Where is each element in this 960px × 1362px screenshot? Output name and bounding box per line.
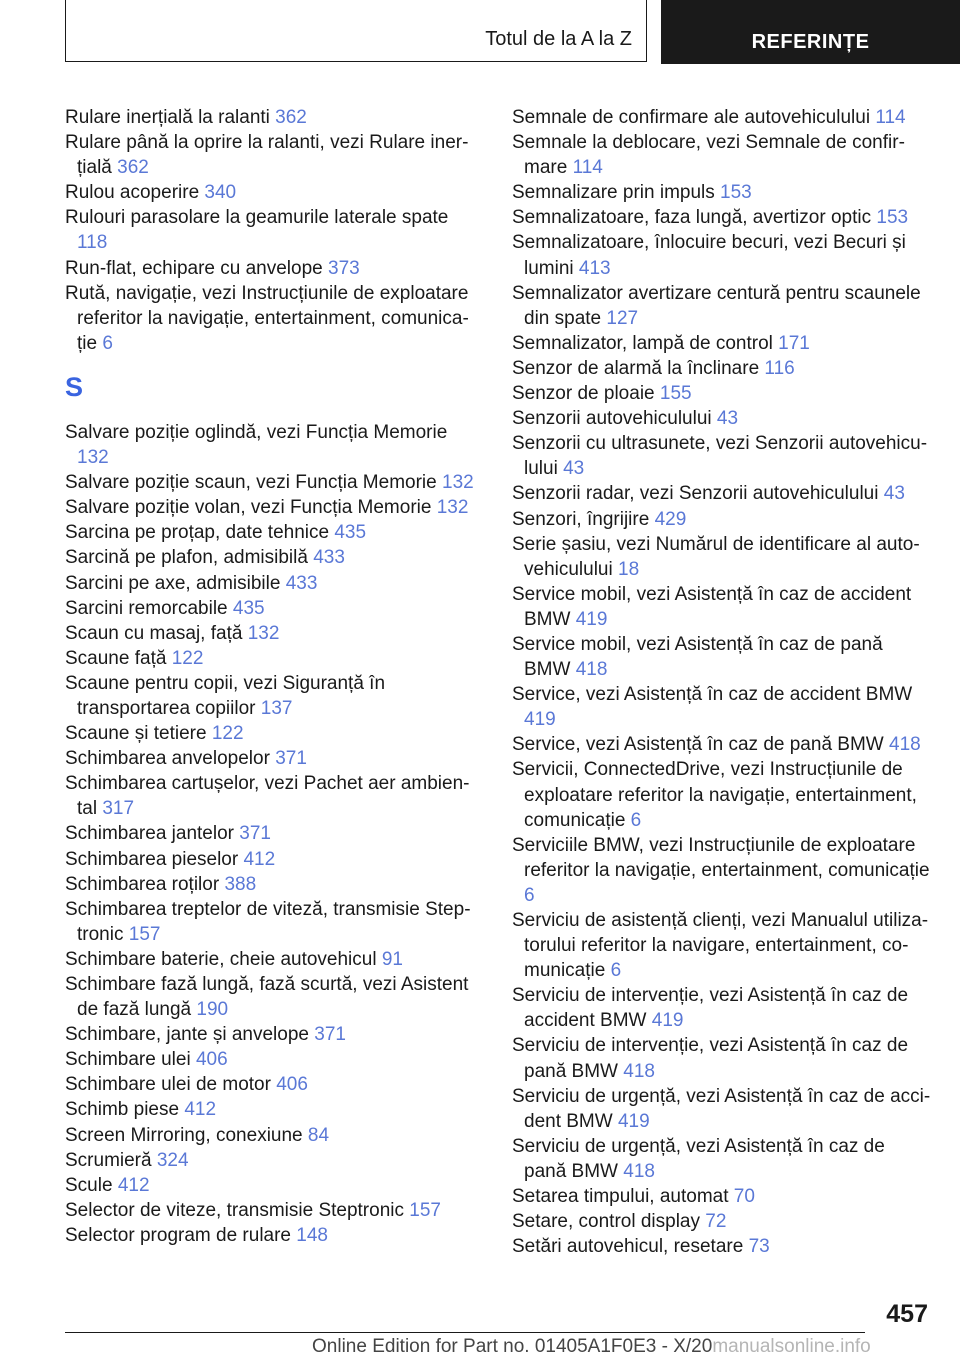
index-entry — [65, 180, 480, 205]
index-entry-text: Schimbare, jante și anvelope — [65, 1024, 309, 1046]
index-entry-text: Semnalizatoare, faza lungă, avertizor optic — [512, 207, 872, 229]
index-entry — [512, 732, 932, 757]
index-entry-page-link[interactable]: 435 — [232, 597, 265, 619]
index-entry — [65, 972, 480, 1022]
index-entry-text: Schimbarea pieselor — [65, 848, 239, 870]
index-entry-text: Scaun cu masaj, față — [65, 622, 243, 644]
index-entry-page-link[interactable]: 6 — [610, 960, 622, 982]
index-entry — [512, 1209, 932, 1234]
index-entry-page-link[interactable]: 433 — [285, 572, 318, 594]
index-entry-text: Run-flat, echipare cu anvelope — [65, 257, 323, 279]
index-entry — [65, 105, 480, 130]
index-entry-text: Serie șasiu, vezi Numărul de identificare al autovehiculului — [512, 533, 920, 580]
index-entry-text: Schimbarea treptelor de viteză, transmisie Steptronic — [65, 898, 471, 945]
index-entry — [65, 872, 480, 897]
index-entry — [65, 671, 480, 721]
index-entry — [65, 721, 480, 746]
footer — [312, 1336, 871, 1358]
index-entry-page-link[interactable]: 419 — [524, 709, 556, 731]
header-chapter-tab: REFERINȚE — [661, 0, 960, 64]
index-entry-page-link[interactable]: 91 — [381, 948, 403, 970]
index-entry-page-link[interactable]: 127 — [606, 307, 639, 329]
index-entry — [512, 682, 932, 732]
index-entry — [65, 520, 480, 545]
header-section-box — [65, 0, 647, 62]
index-entry-page-link[interactable]: 419 — [575, 608, 608, 630]
index-entry — [65, 1198, 480, 1223]
index-entry — [65, 545, 480, 570]
index-entry-page-link[interactable]: 406 — [195, 1049, 228, 1071]
index-entry-page-link[interactable]: 18 — [618, 558, 640, 580]
index-entry-page-link[interactable]: 118 — [77, 232, 108, 254]
index-entry — [512, 632, 932, 682]
index-entry — [512, 180, 932, 205]
index-entry-page-link[interactable]: 114 — [572, 157, 603, 179]
index-entry — [512, 356, 932, 381]
index-entry — [65, 571, 480, 596]
index-entry — [512, 1184, 932, 1209]
index-entry-text: Sarcina pe proțap, date tehnice — [65, 522, 330, 544]
index-entry-text: Schimbarea anvelopelor — [65, 748, 270, 770]
index-entry — [65, 256, 480, 281]
index-entry-page-link[interactable]: 429 — [654, 508, 687, 530]
index-entry-page-link[interactable]: 433 — [313, 547, 345, 569]
index-entry — [65, 897, 480, 947]
index-entry-text: Senzori, îngrijire — [512, 508, 650, 530]
index-entry — [512, 582, 932, 632]
index-entry — [512, 1234, 932, 1259]
index-entry — [65, 1223, 480, 1248]
index-entry-page-link[interactable]: 418 — [623, 1160, 655, 1182]
index-entry-text: Service, vezi Asistență în caz de pană BMW — [512, 734, 884, 756]
index-entry-page-link[interactable]: 324 — [156, 1149, 189, 1171]
index-entry-text: Service mobil, vezi Asistență în caz de pană BMW — [512, 633, 883, 681]
index-entry-page-link[interactable]: 418 — [575, 659, 608, 681]
index-entry-page-link[interactable]: 435 — [334, 522, 367, 544]
index-entry — [65, 746, 480, 771]
index-entry-text: Serviciu de intervenție, vezi Asistență în caz de accident BMW — [512, 985, 909, 1032]
index-entry-text: Selector de viteze, transmisie Steptronic — [65, 1199, 404, 1221]
index-entry-page-link[interactable]: 362 — [275, 107, 307, 128]
index-entry-text: Serviciu de urgență, vezi Asistență în caz de pană BMW — [512, 1135, 885, 1182]
index-entry — [512, 331, 932, 356]
index-entry-page-link[interactable]: 6 — [630, 809, 642, 831]
index-entry-page-link[interactable]: 371 — [314, 1024, 346, 1046]
index-entry-text: Salvare poziție oglindă, vezi Funcția Memorie — [65, 421, 448, 443]
index-entry-page-link[interactable]: 153 — [720, 182, 752, 204]
index-entry-page-link[interactable]: 413 — [578, 257, 611, 279]
index-entry-text: Rulouri parasolare la geamurile laterale spate — [65, 207, 449, 229]
index-entry-page-link[interactable]: 132 — [247, 622, 280, 644]
footer-divider — [65, 1332, 865, 1333]
header-section-title: Totul de la A la Z — [485, 28, 632, 50]
index-group-s-part2 — [512, 105, 932, 1259]
index-entry-text: Sarcină pe plafon, admisibilă — [65, 547, 308, 569]
index-entry-page-link[interactable]: 418 — [889, 734, 921, 756]
index-entry-text: Schimbare ulei — [65, 1049, 191, 1071]
index-entry-text: Scaune și tetiere — [65, 723, 207, 745]
index-entry — [512, 105, 932, 130]
index-entry-page-link[interactable]: 43 — [883, 483, 905, 505]
index-entry-page-link[interactable]: 419 — [617, 1110, 650, 1132]
index-entry-page-link[interactable]: 340 — [204, 182, 237, 204]
index-entry — [512, 381, 932, 406]
index-entry-text: Serviciu de urgență, vezi Asistență în caz de accident BMW — [512, 1085, 931, 1132]
index-entry — [512, 1134, 932, 1184]
index-entry — [512, 507, 932, 532]
index-entry-page-link[interactable]: 132 — [77, 447, 109, 469]
index-entry-page-link[interactable]: 190 — [196, 999, 229, 1021]
index-entry — [65, 130, 480, 180]
index-entry-text: Schimbare baterie, cheie autovehicul — [65, 948, 377, 970]
index-entry-text: Serviciu de asistență clienți, vezi Manualul utilizatorului referitor la navigare, entertainment, comunicație — [512, 910, 929, 982]
index-entry — [65, 646, 480, 671]
index-entry-page-link[interactable]: 371 — [275, 748, 307, 770]
index-entry-text: Scaune pentru copii, vezi Siguranță în transportarea copiilor — [65, 672, 386, 719]
index-entry — [512, 431, 932, 481]
index-entry — [65, 1123, 480, 1148]
index-entry — [65, 821, 480, 846]
index-entry — [512, 130, 932, 180]
index-entry-text: Sarcini pe axe, admisibile — [65, 572, 281, 594]
index-column-right — [512, 105, 932, 1259]
index-entry-page-link[interactable]: 132 — [436, 497, 469, 519]
index-entry-text: Semnalizare prin impuls — [512, 182, 715, 204]
index-entry-text: Senzor de alarmă la înclinare — [512, 357, 760, 379]
index-entry-text: Service, vezi Asistență în caz de accident BMW — [512, 684, 913, 706]
index-entry-page-link[interactable]: 157 — [409, 1199, 441, 1221]
index-entry-page-link[interactable]: 406 — [276, 1074, 308, 1096]
index-entry-text: Schimbare ulei de motor — [65, 1074, 271, 1096]
index-entry-page-link[interactable]: 132 — [442, 472, 474, 494]
index-entry-text: Schimbarea roților — [65, 873, 220, 895]
index-entry-text: Salvare poziție volan, vezi Funcția Memorie — [65, 497, 432, 519]
index-entry-page-link[interactable]: 155 — [659, 383, 692, 405]
index-entry-page-link[interactable]: 137 — [260, 697, 293, 719]
index-entry-page-link[interactable]: 122 — [211, 723, 244, 745]
footer-edition: Online Edition for Part no. 01405A1F0E3 - X/20 — [312, 1336, 713, 1357]
index-entry — [65, 1097, 480, 1122]
index-entry-text: Selector program de rulare — [65, 1224, 291, 1246]
index-entry-text: Senzorii radar, vezi Senzorii autovehiculului — [512, 483, 879, 505]
index-entry — [512, 983, 932, 1033]
index-entry-page-link[interactable]: 373 — [328, 257, 360, 279]
index-entry-page-link[interactable]: 412 — [243, 848, 276, 870]
index-entry-page-link[interactable]: 116 — [764, 357, 795, 379]
index-entry-page-link[interactable]: 73 — [748, 1236, 770, 1258]
index-entry — [65, 1148, 480, 1173]
index-entry — [65, 420, 480, 470]
index-entry — [65, 470, 480, 495]
index-entry-page-link[interactable]: 419 — [651, 1010, 684, 1032]
index-entry — [512, 757, 932, 832]
index-entry-text: Setare, control display — [512, 1211, 700, 1233]
index-entry-page-link[interactable]: 84 — [307, 1124, 330, 1146]
index-entry-text: Semnale de confirmare ale autovehiculului — [512, 107, 871, 128]
index-entry-page-link[interactable]: 362 — [117, 157, 149, 179]
page-header — [65, 0, 960, 64]
index-entry-text: Semnalizator, lampă de control — [512, 332, 773, 354]
index-group-s-part1 — [65, 420, 480, 1248]
index-entry-page-link[interactable]: 371 — [239, 823, 271, 845]
index-entry-text: Setări autovehicul, resetare — [512, 1236, 744, 1258]
index-entry — [512, 281, 932, 331]
index-entry-text: Screen Mirroring, conexiune — [65, 1124, 303, 1146]
index-entry-page-link[interactable]: 43 — [716, 408, 739, 430]
index-entry — [512, 481, 932, 506]
index-entry-page-link[interactable]: 43 — [563, 458, 585, 480]
index-entry — [512, 1084, 932, 1134]
index-entry — [512, 833, 932, 908]
index-entry-page-link[interactable]: 412 — [184, 1099, 217, 1121]
index-entry-text: Rulou acoperire — [65, 182, 200, 204]
index-entry-page-link[interactable]: 388 — [224, 873, 257, 895]
page-number: 457 — [886, 1300, 928, 1328]
index-letter-heading: S — [65, 371, 84, 402]
index-entry-text: Sarcini remorcabile — [65, 597, 228, 619]
index-entry-page-link[interactable]: 114 — [875, 107, 906, 128]
index-entry-text: Rulare până la oprire la ralanti, vezi Rulare inerțială — [65, 132, 469, 179]
index-entry-text: Service mobil, vezi Asistență în caz de accident BMW — [512, 583, 912, 630]
index-entry-text: Semnalizator avertizare centură pentru scaunele din spate — [512, 282, 921, 329]
index-entry-page-link[interactable]: 153 — [876, 207, 909, 229]
index-entry-text: Senzorii autovehiculului — [512, 408, 712, 430]
index-entry — [512, 908, 932, 983]
index-entry-text: Schimb piese — [65, 1099, 180, 1121]
index-entry-page-link[interactable]: 412 — [117, 1174, 150, 1196]
index-entry — [65, 495, 480, 520]
index-entry — [65, 281, 480, 356]
index-entry-page-link[interactable]: 148 — [296, 1224, 328, 1246]
index-entry — [512, 532, 932, 582]
index-entry-text: Senzorii cu ultrasunete, vezi Senzorii autovehiculului — [512, 433, 928, 480]
footer-brand-watermark: manualsonline.info — [712, 1336, 871, 1357]
index-entry-text: Semnale la deblocare, vezi Semnale de confirmare — [512, 132, 905, 179]
index-entry-page-link[interactable]: 418 — [623, 1060, 655, 1082]
index-entry-page-link[interactable]: 72 — [705, 1211, 727, 1233]
index-entry — [65, 947, 480, 972]
index-entry-text: Scrumieră — [65, 1149, 152, 1171]
index-entry — [512, 1033, 932, 1083]
index-entry — [65, 771, 480, 821]
index-entry-text: Schimbare fază lungă, fază scurtă, vezi Asistent de fază lungă — [65, 974, 469, 1021]
index-entry — [65, 205, 480, 255]
index-entry-text: Serviciile BMW, vezi Instrucțiunile de exploatare referitor la navigație, entertainment, comunicație — [512, 834, 930, 881]
index-entry — [65, 1173, 480, 1198]
index-entry-text: Rută, navigație, vezi Instrucțiunile de exploatare referitor la navigație, entertainment, comunicație — [65, 282, 469, 354]
index-entry-text: Scaune față — [65, 647, 167, 669]
index-entry-text: Setarea timpului, automat — [512, 1186, 729, 1208]
index-entry — [65, 621, 480, 646]
index-entry — [512, 230, 932, 280]
index-entry-text: Salvare poziție scaun, vezi Funcția Memorie — [65, 472, 437, 494]
index-group-r — [65, 105, 480, 356]
index-entry — [65, 1072, 480, 1097]
index-entry-text: Rulare inerțială la ralanti — [65, 107, 270, 128]
index-entry — [65, 1047, 480, 1072]
index-entry — [65, 596, 480, 621]
index-entry-text: Senzor de ploaie — [512, 383, 655, 405]
index-entry-text: Semnalizatoare, înlocuire becuri, vezi Becuri și lumini — [512, 232, 906, 279]
index-entry — [65, 847, 480, 872]
index-entry-text: Serviciu de intervenție, vezi Asistență în caz de pană BMW — [512, 1035, 909, 1082]
index-entry — [65, 1022, 480, 1047]
index-entry — [512, 406, 932, 431]
index-entry-page-link[interactable]: 171 — [778, 332, 810, 354]
index-entry — [512, 205, 932, 230]
index-entry-text: Servicii, ConnectedDrive, vezi Instrucțiunile de exploatare referitor la navigație, entertainment, comunicație — [512, 759, 917, 831]
index-entry-page-link[interactable]: 6 — [524, 884, 535, 906]
index-entry-text: Schimbarea jantelor — [65, 823, 234, 845]
index-entry-page-link[interactable]: 70 — [733, 1186, 755, 1208]
index-entry-text: Schimbarea cartușelor, vezi Pachet aer ambiental — [65, 773, 470, 820]
index-entry-text: Scule — [65, 1174, 113, 1196]
index-entry-page-link[interactable]: 317 — [102, 798, 135, 820]
index-entry-page-link[interactable]: 157 — [128, 923, 161, 945]
index-entry-page-link[interactable]: 122 — [171, 647, 204, 669]
index-column-left — [65, 105, 480, 1248]
index-entry-page-link[interactable]: 6 — [102, 332, 113, 354]
